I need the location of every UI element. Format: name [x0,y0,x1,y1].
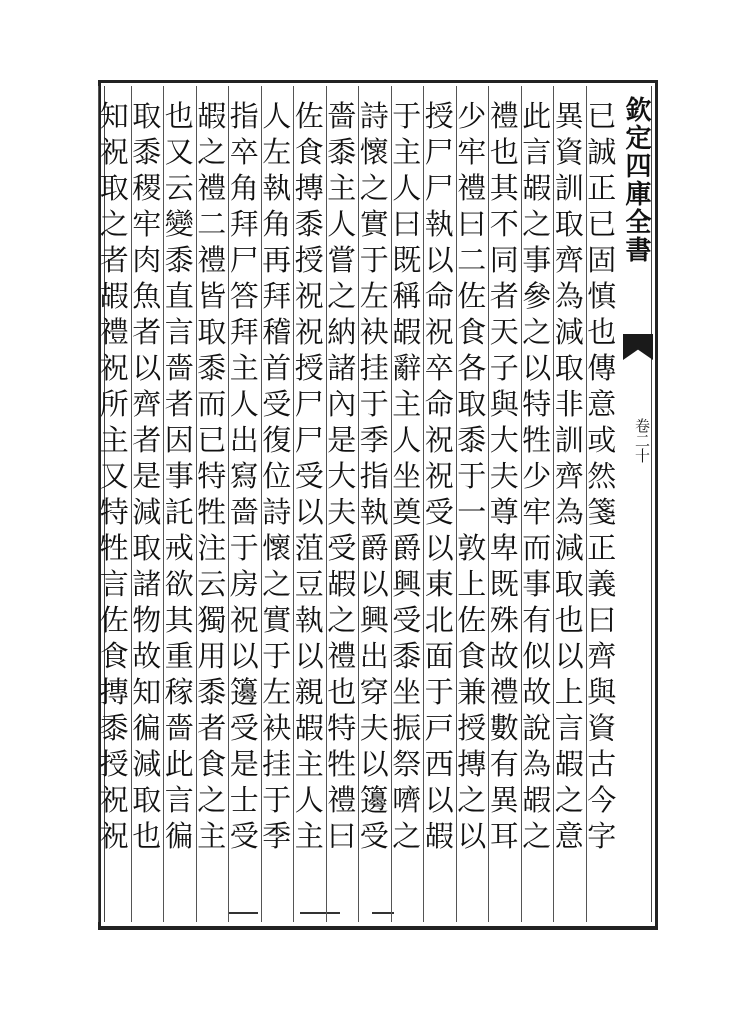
text-column: 嘏 之 禮 二 禮 皆 取 黍 而 已 特 牲 注 云 獨 用 黍 者 食 之 主 [197,99,227,853]
text-column: 已 誠 正 已 固 慎 也 傳 意 或 然 箋 正 義 曰 齊 與 資 古 今 字 [587,99,617,853]
divider-mark [228,912,258,914]
text-column: 禮 也 其 不 同 者 天 子 與 大 夫 尊 卑 既 殊 故 禮 數 有 異 耳 [489,99,519,853]
text-column: 詩 懷 之 實 于 左 袂 挂 于 季 指 執 爵 以 興 出 穿 夫 以 籩 受 [359,99,389,853]
text-column: 此 言 嘏 之 事 參 之 以 特 牲 少 牢 而 事 有 似 故 說 為 嘏 之 [522,99,552,853]
column-rule [98,86,99,922]
text-column: 佐 食 摶 黍 授 祝 祝 授 尸 尸 受 以 菹 豆 執 以 親 嘏 主 人 主 [294,99,324,853]
book-title: 欽定四庫全書 [621,96,651,264]
column-rule [326,86,327,922]
column-rule [196,86,197,922]
column-rule [391,86,392,922]
column-rule [488,86,489,922]
text-column: 少 牢 禮 曰 二 佐 食 各 取 黍 于 一 敦 上 佐 食 兼 授 摶 之 以 [457,99,487,853]
column-rule [131,86,132,922]
column-rule [521,86,522,922]
text-column: 授 尸 尸 執 以 命 祝 卒 命 祝 祝 受 以 東 北 面 于 戸 西 以 嘏 [424,99,454,853]
volume-label: 卷二十 [633,418,651,463]
text-column: 取 黍 稷 牢 肉 魚 者 以 齊 者 是 減 取 諸 物 故 知 徧 減 取 也 [132,99,162,853]
text-column: 于 主 人 曰 既 稱 嘏 辭 主 人 坐 奠 爵 興 受 黍 坐 振 祭 嚌 之 [392,99,422,853]
column-rule [456,86,457,922]
text-column: 知 祝 取 之 者 嘏 禮 祝 所 主 又 特 牲 言 佐 食 摶 黍 授 祝 祝 [99,99,129,853]
column-rule [261,86,262,922]
text-column: 嗇 黍 主 人 嘗 之 納 諸 內 是 大 夫 受 嘏 之 禮 也 特 牲 禮 曰 [327,99,357,853]
column-rule [586,86,587,922]
text-column: 異 資 訓 取 齊 為 減 取 非 訓 齊 為 減 取 也 以 上 言 嘏 之 意 [554,99,584,853]
column-rule [293,86,294,922]
column-rule [553,86,554,922]
column-rule [423,86,424,922]
text-column: 人 左 執 角 再 拜 稽 首 受 復 位 詩 懷 之 實 于 左 袂 挂 于 季 [262,99,292,853]
column-rule [228,86,229,922]
column-rule [358,86,359,922]
text-column: 也 又 云 變 黍 直 言 嗇 者 因 事 託 戒 欲 其 重 稼 嗇 此 言 徧 [164,99,194,853]
text-column: 指 卒 角 拜 尸 答 拜 主 人 出 寫 嗇 于 房 祝 以 籩 受 是 士 受 [229,99,259,853]
divider-mark [300,912,340,914]
column-rule [163,86,164,922]
